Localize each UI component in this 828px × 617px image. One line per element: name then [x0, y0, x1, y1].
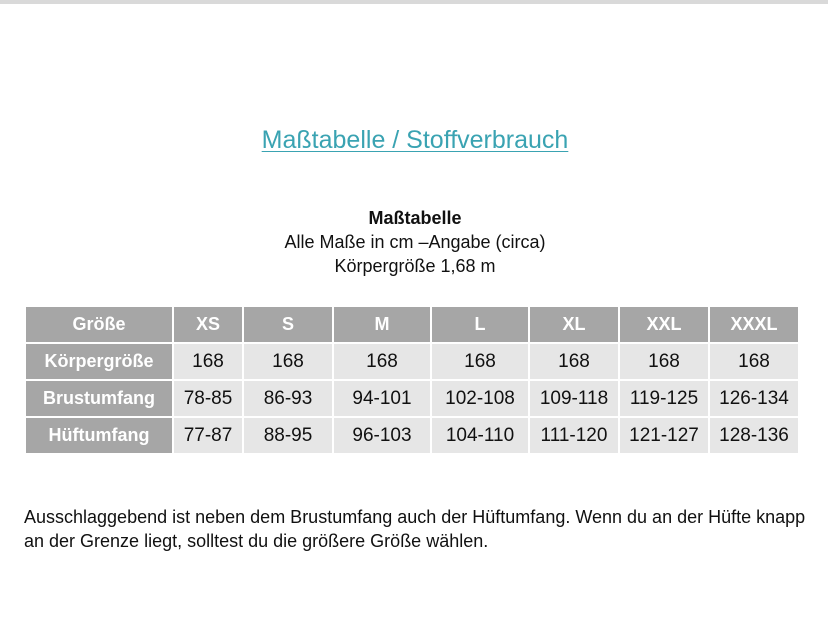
table-cell: 121-127 — [620, 418, 708, 453]
table-cell: 94-101 — [334, 381, 430, 416]
header-cell-xxxl: XXXL — [710, 307, 798, 342]
body-height-note: Körpergröße 1,68 m — [334, 256, 496, 276]
table-cell: 168 — [620, 344, 708, 379]
table-cell: 119-125 — [620, 381, 708, 416]
table-caption — [0, 206, 828, 278]
table-cell: 77-87 — [174, 418, 242, 453]
table-cell: 168 — [530, 344, 618, 379]
table-heading: Maßtabelle — [368, 208, 462, 228]
table-cell: 126-134 — [710, 381, 798, 416]
table-cell: 86-93 — [244, 381, 332, 416]
table-cell: 111-120 — [530, 418, 618, 453]
header-cell-s: S — [244, 307, 332, 342]
table-cell: 168 — [334, 344, 430, 379]
header-cell-m: M — [334, 307, 430, 342]
table-cell: 88-95 — [244, 418, 332, 453]
header-cell-xs: XS — [174, 307, 242, 342]
header-cell-size: Größe — [26, 307, 172, 342]
table-cell: 128-136 — [710, 418, 798, 453]
table-cell: 104-110 — [432, 418, 528, 453]
header-cell-xl: XL — [530, 307, 618, 342]
table-row — [26, 418, 798, 453]
row-label-chest: Brustumfang — [26, 381, 172, 416]
table-row — [26, 344, 798, 379]
table-header-row — [26, 307, 798, 342]
size-table — [24, 305, 800, 455]
table-cell: 102-108 — [432, 381, 528, 416]
table-cell: 96-103 — [334, 418, 430, 453]
table-cell: 168 — [432, 344, 528, 379]
table-cell: 78-85 — [174, 381, 242, 416]
table-cell: 168 — [174, 344, 242, 379]
unit-note: Alle Maße in cm –Angabe (circa) — [284, 232, 546, 252]
top-divider — [0, 0, 828, 4]
document-title-link[interactable]: Maßtabelle / Stoffverbrauch — [261, 126, 569, 154]
table-cell: 109-118 — [530, 381, 618, 416]
header-cell-l: L — [432, 307, 528, 342]
sizing-advice-paragraph: Ausschlaggebend ist neben dem Brustumfang auch der Hüftumfang. Wenn du an der Hüfte knapp an der Grenze liegt, solltest du die größere Größe wählen. — [24, 507, 806, 551]
table-cell: 168 — [710, 344, 798, 379]
table-cell: 168 — [244, 344, 332, 379]
row-label-hip: Hüftumfang — [26, 418, 172, 453]
table-row — [26, 381, 798, 416]
row-label-body-height: Körpergröße — [26, 344, 172, 379]
header-cell-xxl: XXL — [620, 307, 708, 342]
